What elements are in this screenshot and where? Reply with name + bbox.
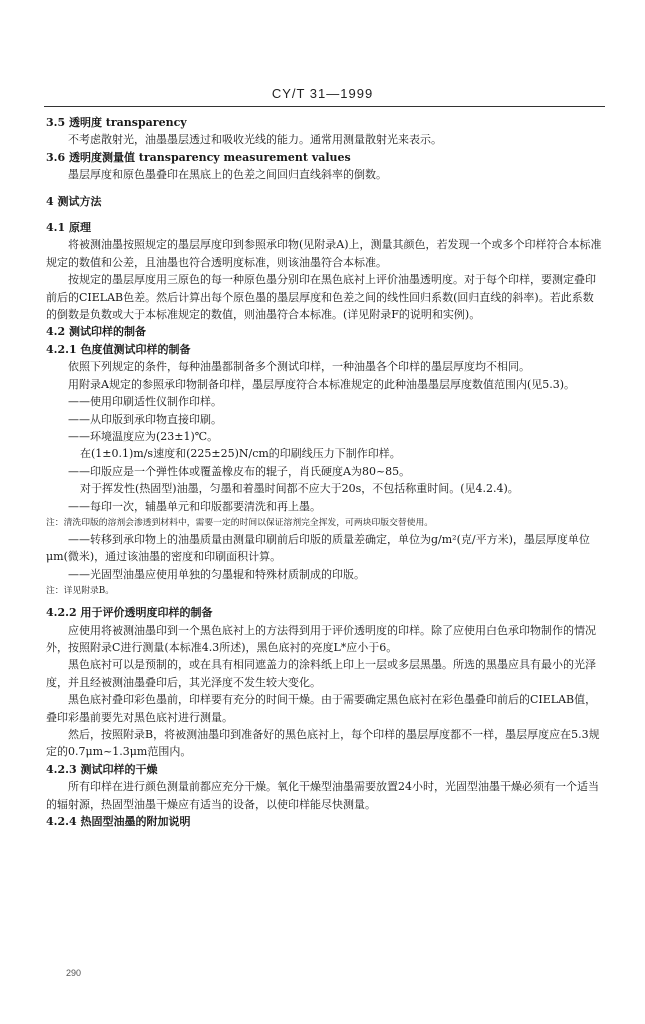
list-item-continuation: 对于挥发性(热固型)油墨，匀墨和着墨时间都不应大于20s，不包括称重时间。(见4.2.4)。 [80, 482, 519, 496]
list-item: ——印版应是一个弹性体或覆盖橡皮布的辊子，肖氏硬度A为80~85。 [68, 464, 411, 478]
list-item: ——使用印刷适性仪制作印样。 [68, 395, 222, 409]
section-4-1-heading: 4.1 原理 [46, 221, 91, 235]
section-3-6-text: 墨层厚度和原色墨叠印在黑底上的色差之间回归直线斜率的倒数。 [68, 168, 387, 182]
section-4-2-heading: 4.2 测试印样的制备 [46, 325, 146, 339]
section-4-2-2-heading: 4.2.2 用于评价透明度印样的制备 [46, 606, 213, 620]
section-4-2-4-heading: 4.2.4 热固型油墨的附加说明 [46, 815, 191, 829]
list-item: ——环境温度应为(23±1)℃。 [68, 429, 219, 443]
paragraph: 黑色底衬叠印彩色墨前，印样要有充分的时间干燥。由于需要确定黑色底衬在彩色墨叠印前后的CIELAB值，叠印彩墨前要先对黑色底衬进行测量。 [46, 693, 597, 724]
list-item: ——转移到承印物上的油墨质量由测量印刷前后印版的质量差确定，单位为g/m²(克/平方米)，墨层厚度单位μm(微米)，通过该油墨的密度和印刷面积计算。 [46, 532, 590, 564]
paragraph: 依照下列规定的条件，每种油墨都制备多个测试印样，一种油墨各个印样的墨层厚度均不相同。 [68, 360, 530, 374]
section-3-5-text: 不考虑散射光，油墨墨层透过和吸收光线的能力。通常用测量散射光来表示。 [68, 133, 442, 147]
paragraph: 按规定的墨层厚度用三原色的每一种原色墨分别印在黑色底衬上评价油墨透明度。对于每个印样，要测定叠印前后的CIELAB色差。然后计算出每个原色墨的墨层厚度和色差之间的线性回归系数(回归直线的斜率)。若此系数的倒数是负数或大于本标准规定的数值，则油墨符合本标准。(详见附录F的说明和实例)。 [46, 273, 596, 322]
list-item: ——从印版到承印物直接印刷。 [68, 412, 222, 426]
document-body [46, 114, 602, 830]
list-item-continuation: 在(1±0.1)m/s速度和(225±25)N/cm的印刷线压力下制作印样。 [80, 447, 401, 461]
paragraph: 用附录A规定的参照承印物制备印样，墨层厚度符合本标准规定的此种油墨墨层厚度数值范围内(见5.3)。 [68, 377, 576, 391]
list-item: ——每印一次，辅墨单元和印版都要清洗和再上墨。 [68, 499, 321, 513]
section-4-2-1-heading: 4.2.1 色度值测试印样的制备 [46, 342, 191, 356]
section-4-heading: 4 测试方法 [46, 194, 102, 208]
section-3-6-heading: 3.6 透明度测量值 transparency measurement values [46, 150, 351, 164]
paragraph: 黑色底衬可以是预制的，或在具有相同遮盖力的涂料纸上印上一层或多层黑墨。所选的黑墨应具有最小的光泽度，并且经被测油墨叠印后，其光泽度不发生较大变化。 [46, 658, 596, 689]
paragraph: 所有印样在进行颜色测量前都应充分干燥。氧化干燥型油墨需要放置24小时，光固型油墨干燥必须有一个适当的辐射源，热固型油墨干燥应有适当的设备，以使印样能尽快测量。 [46, 780, 599, 811]
note: 注：详见附录B。 [46, 586, 115, 597]
paragraph: 然后，按照附录B，将被测油墨印到准备好的黑色底衬上，每个印样的墨层厚度都不一样，墨层厚度应在5.3规定的0.7μm~1.3μm范围内。 [46, 728, 600, 759]
page-number: 290 [66, 968, 82, 978]
section-4-2-3-heading: 4.2.3 测试印样的干燥 [46, 762, 158, 776]
paragraph: 应使用将被测油墨印到一个黑色底衬上的方法得到用于评价透明度的印样。除了应使用白色承印物制作的情况外，按照附录C进行测量(本标准4.3所述)，黑色底衬的亮度L*应小于6。 [46, 623, 596, 654]
header-rule [44, 106, 605, 107]
note: 注：清洗印版的溶剂会渗透到材料中，需要一定的时间以保证溶剂完全挥发，可两块印版交替使用。 [46, 517, 434, 528]
page-header: CY/T 31—1999 [271, 86, 374, 101]
paragraph: 将被测油墨按照规定的墨层厚度印到参照承印物(见附录A)上，测量其颜色，若发现一个或多个印样符合本标准规定的数值和公差，且油墨也符合透明度标准，则该油墨符合本标准。 [46, 238, 602, 269]
list-item: ——光固型油墨应使用单独的匀墨辊和特殊材质制成的印版。 [68, 567, 365, 581]
section-3-5-heading: 3.5 透明度 transparency [46, 116, 187, 129]
